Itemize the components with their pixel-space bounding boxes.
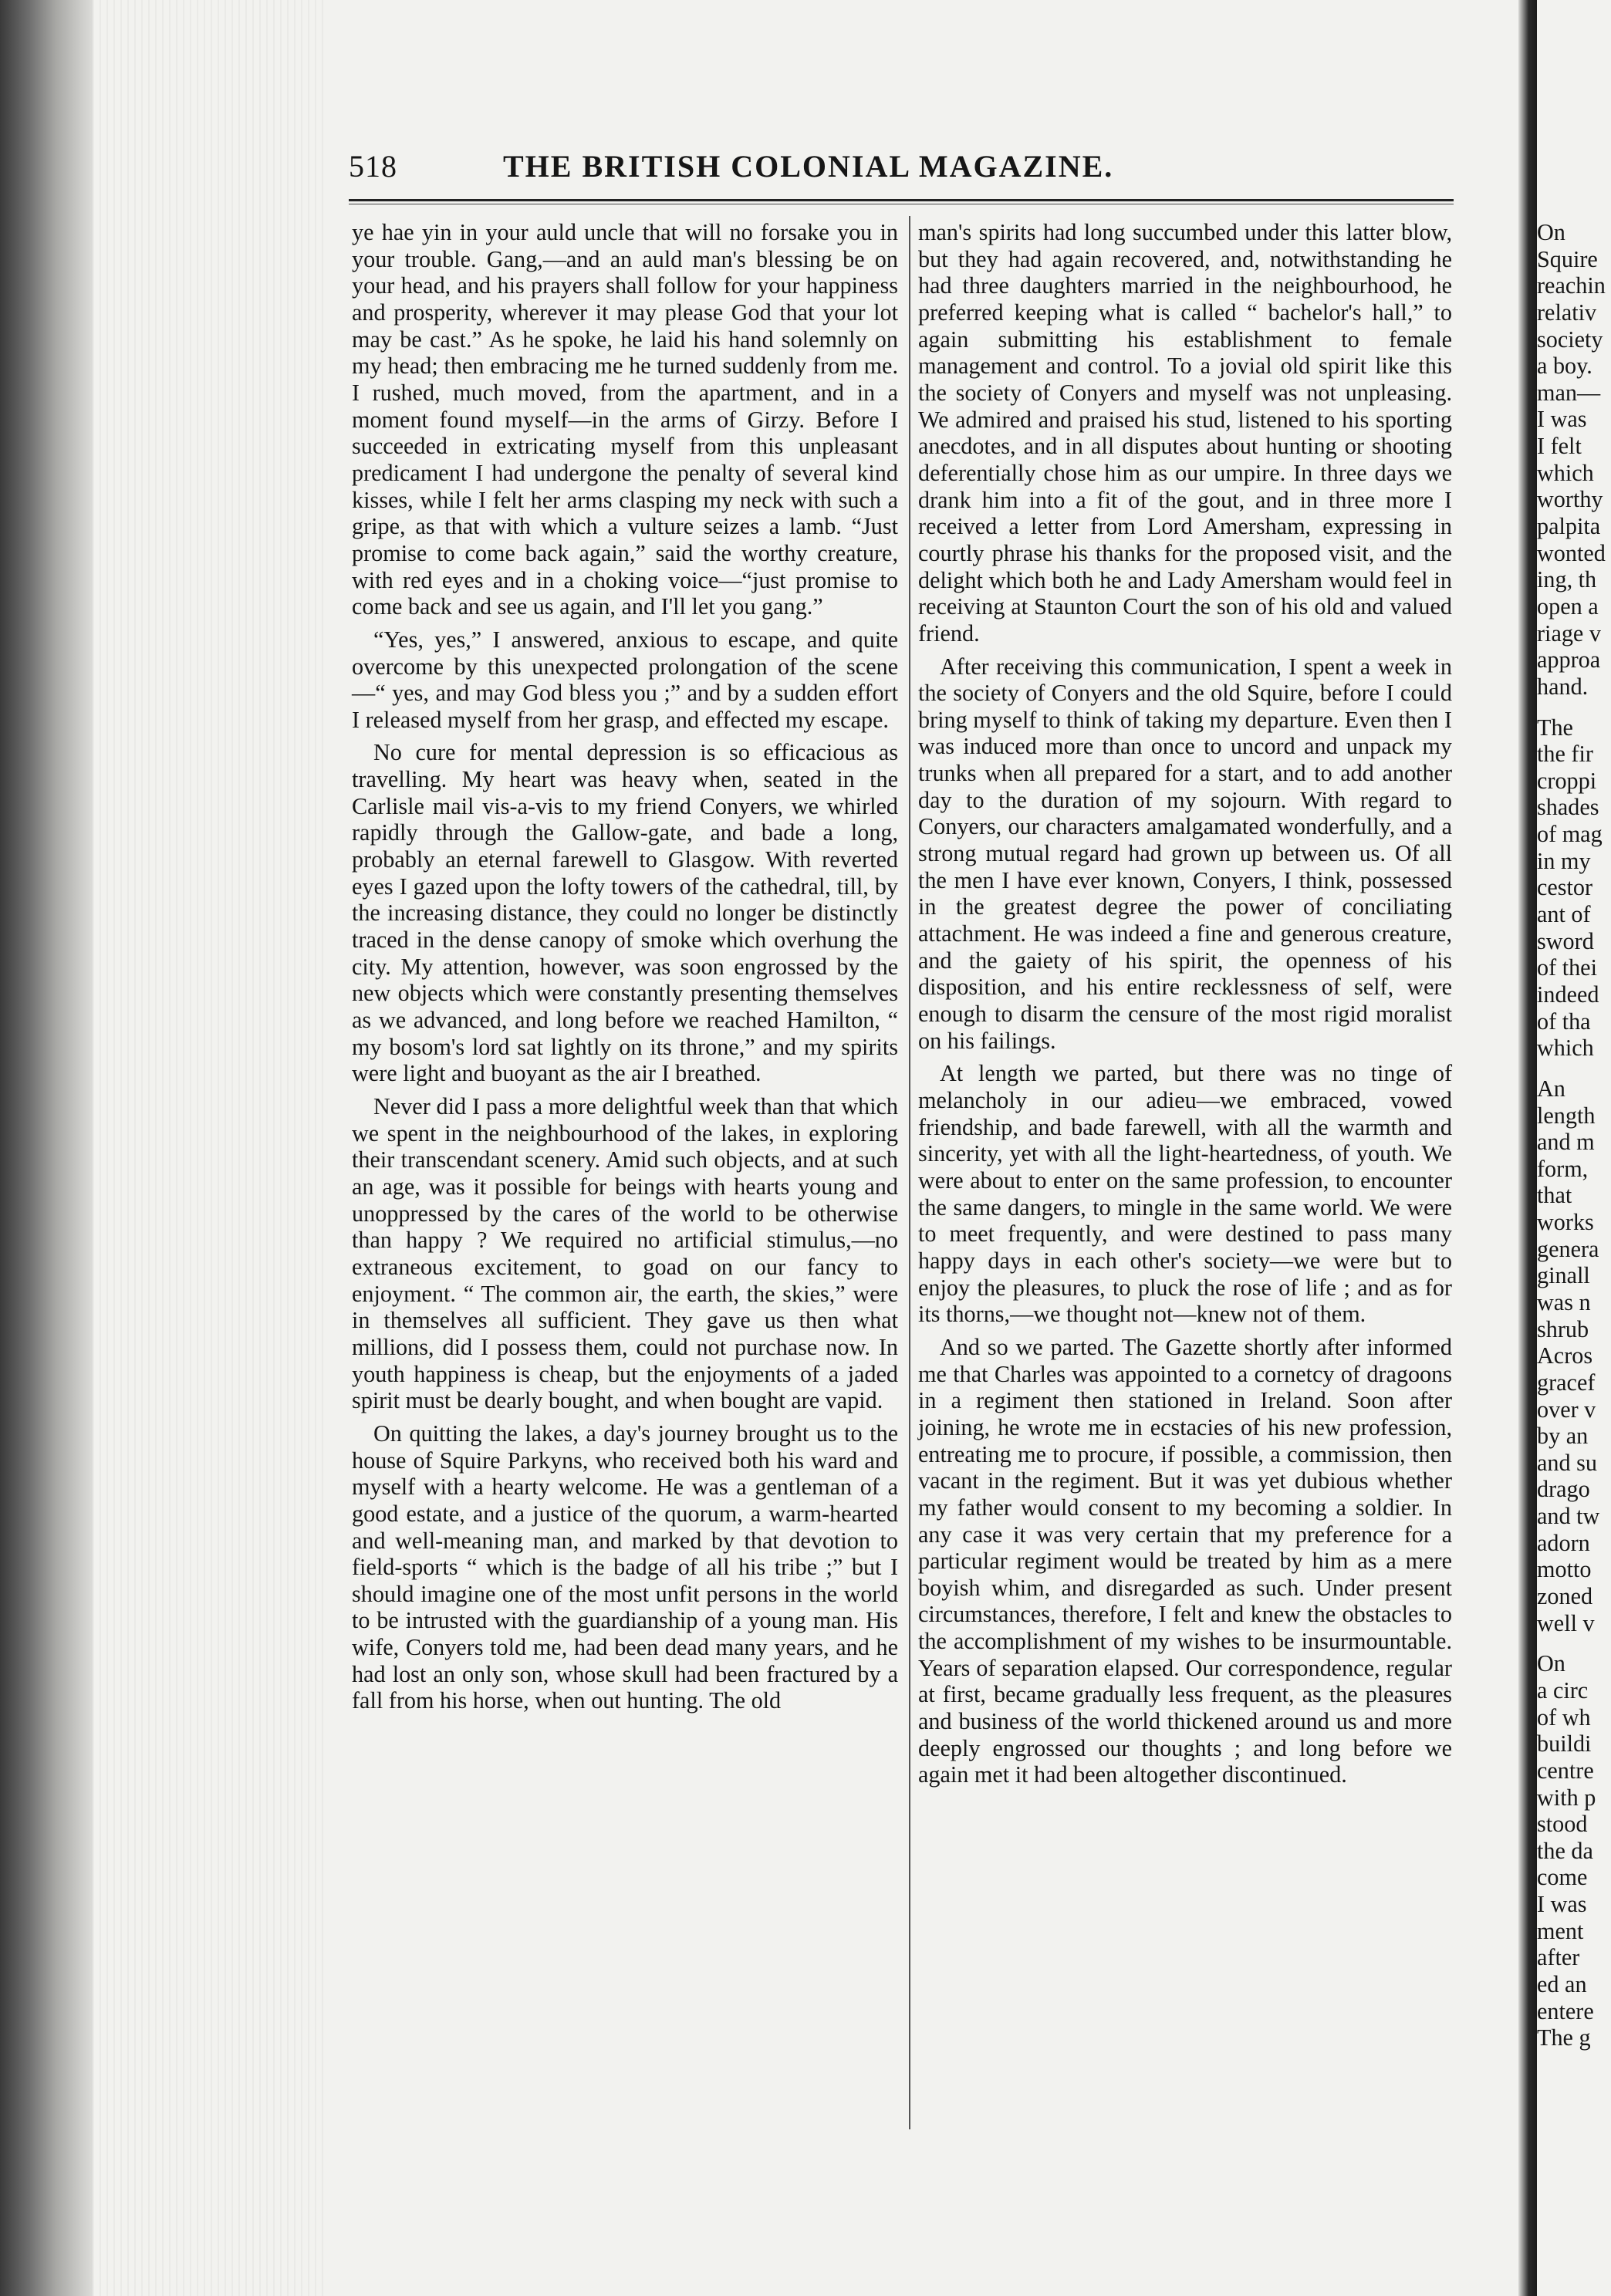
paragraph-gap [1537, 1636, 1611, 1650]
facing-page-line: ginall [1537, 1262, 1590, 1289]
facing-page-line: which [1537, 1035, 1594, 1062]
facing-page-line: open a [1537, 593, 1599, 620]
facing-page-line: palpita [1537, 513, 1601, 540]
left-column [352, 219, 898, 1720]
facing-page-line: and m [1537, 1129, 1595, 1156]
facing-page-line: come [1537, 1864, 1588, 1891]
facing-page-column [1537, 219, 1611, 2148]
facing-page-line: by an [1537, 1423, 1589, 1450]
facing-page-line: of tha [1537, 1008, 1591, 1035]
page-header [349, 148, 1452, 194]
facing-page-line: The [1537, 714, 1573, 741]
facing-page-line: ment [1537, 1917, 1584, 1944]
facing-page-line: ing, th [1537, 566, 1597, 593]
facing-page-line: man— [1537, 379, 1601, 406]
facing-page-line: The g [1537, 2024, 1591, 2051]
paragraph-gap [1537, 701, 1611, 714]
paragraph: After receiving this communication, I spent a week in the society of Conyers and the old Squire, before I could bring myself to think of taking my departure. Even then I was induced more than once to uncord and unpack my trunks when all prepared for a start, and to add another day to the duration of my sojourn. With regard to Conyers, our characters amalgamated wonderfully, and a strong mutual regard had grown up between us. Of all the men I have ever known, Conyers, I think, possessed in the greatest degree the power of conciliating attachment. He was indeed a fine and generous creature, and the gaiety of his spirit, the openness of his disposition, and his entire recklessness of self, were enough to disarm the censure of the most rigid moralist on his failings. [918, 653, 1452, 1054]
facing-page-line: sword [1537, 927, 1594, 954]
paragraph: Never did I pass a more delightful week than that which we spent in the neighbourhood of the lakes, in exploring their transcendant scenery. Amid such objects, and at such an age, was it possible for beings with hearts young and unoppressed by the cares of the world to be otherwise than happy ? We required no artificial stimulus,—no extraneous excitement, to goad on our fancy to enjoyment. “ The common air, the earth, the skies,” were in themselves all sufficient. They gave us then what millions, did I possess them, could not purchase now. In youth happiness is cheap, but the enjoyments of a jaded spirit must be dearly bought, and when bought are vapid. [352, 1093, 898, 1414]
paragraph-gap [1537, 1062, 1611, 1075]
facing-page-line: entere [1537, 1997, 1594, 2024]
facing-page-line: Acros [1537, 1342, 1593, 1369]
paragraph: And so we parted. The Gazette shortly after informed me that Charles was appointed to a cornetcy of dragoons in a regiment then stationed in Ireland. Soon after joining, he wrote me in ecstacies of his new profession, entreating me to procure, if possible, a commission, then vacant in the regiment. But it was yet dubious whether my father would consent to my becoming a soldier. In any case it was very certain that my preference for a particular regiment would be treated by him as a mere boyish whim, and disregarded as such. Under present circumstances, therefore, I felt and knew the obstacles to the accomplishment of my wishes to be insurmountable. Years of separation elapsed. Our correspondence, regular at first, became gradually less frequent, as the pleasures and business of the world thickened around us and more deeply engrossed our thoughts ; and long before we again met it had been altogether discontinued. [918, 1333, 1452, 1788]
column-divider [909, 216, 910, 2129]
facing-page-line: with p [1537, 1784, 1596, 1811]
facing-page-line: wonted [1537, 539, 1606, 566]
facing-page-line: a circ [1537, 1676, 1589, 1703]
facing-page-line: I was [1537, 406, 1587, 433]
facing-page-line: approa [1537, 647, 1601, 674]
facing-page-line: gracef [1537, 1369, 1596, 1396]
header-rule [349, 199, 1454, 204]
paragraph: man's spirits had long succumbed under this latter blow, but they had again recovered, and, notwithstanding he had three daughters married in the neighbourhood, he preferred keeping what is called “ bachelor's hall,” to again submitting his establishment to female management and control. To a jovial old spirit like this the society of Conyers and myself was not unpleasing. We admired and praised his stud, listened to his sporting anecdotes, and in all disputes about hunting or shooting deferentially chose him as our umpire. In three days we drank him into a fit of the gout, and in three more I received a letter from Lord Amersham, expressing in courtly phrase his thanks for the proposed visit, and the delight which both he and Lady Amersham would feel in receiving at Staunton Court the son of his old and valued friend. [918, 219, 1452, 647]
facing-page-line: over v [1537, 1396, 1596, 1423]
facing-page-line: and tw [1537, 1503, 1600, 1530]
book-binding-edge [0, 0, 93, 2296]
facing-page-line: hand. [1537, 673, 1589, 700]
facing-page-line: which [1537, 459, 1594, 486]
facing-page-line: of wh [1537, 1703, 1591, 1730]
facing-page-line: form, [1537, 1155, 1589, 1182]
facing-page-line: indeed [1537, 981, 1599, 1008]
facing-page-line: was n [1537, 1288, 1591, 1315]
book-gutter [1518, 0, 1537, 2296]
paragraph: ye hae yin in your auld uncle that will no forsake you in your trouble. Gang,—and an auld man's blessing be on your head, and his prayers shall follow for your happiness and prosperity, wherever it may please God that your lot may be cast.” As he spoke, he laid his hand solemnly on my head; then embracing me he turned suddenly from me. I rushed, much moved, from the apartment, and in a moment found myself—in the arms of Girzy. Before I succeeded in extricating myself from this unpleasant predicament I had undergone the penalty of several kind kisses, while I felt her arms clasping my neck with such a gripe, as that with which a vulture seizes a lamb. “Just promise to come back again,” said the worthy creature, with red eyes and in a choking voice—“just promise to come back and see us again, and I'll let you gang.” [352, 219, 898, 620]
facing-page-line: I felt [1537, 433, 1582, 460]
page-stack-edges [93, 0, 324, 2296]
facing-page-line: after [1537, 1944, 1580, 1971]
facing-page-line: centre [1537, 1757, 1594, 1784]
facing-page-line: buildi [1537, 1730, 1592, 1757]
facing-page-line: reachin [1537, 272, 1606, 299]
facing-page-line: riage v [1537, 620, 1601, 647]
facing-page-line: Squire [1537, 245, 1598, 272]
facing-page-line: well v [1537, 1609, 1595, 1636]
facing-page-line: a boy. [1537, 353, 1592, 380]
facing-page-line: stood [1537, 1811, 1588, 1838]
paragraph: No cure for mental depression is so efficacious as travelling. My heart was heavy when, seated in the Carlisle mail vis-a-vis to my friend Conyers, we whirled rapidly through the Gallow-gate, and bade a long, probably an eternal farewell to Glasgow. With reverted eyes I gazed upon the lofty towers of the cathedral, till, by the increasing distance, they could no longer be distinctly traced in the dense canopy of smoke which overhung the city. My attention, however, was soon engrossed by the new objects which were constantly presenting themselves as we advanced, and long before we reached Hamilton, “ my bosom's lord sat lightly on its throne,” and my spirits were light and buoyant as the air I breathed. [352, 739, 898, 1087]
middle-column [918, 219, 1452, 1795]
facing-page-line: society [1537, 326, 1603, 353]
facing-page-line: adorn [1537, 1529, 1590, 1556]
facing-page-line: the da [1537, 1837, 1593, 1864]
facing-page-line: I was [1537, 1891, 1587, 1918]
facing-page-line: shades [1537, 794, 1599, 821]
facing-page-line: motto [1537, 1556, 1592, 1583]
facing-page-line: relativ [1537, 299, 1597, 326]
page-number: 518 [349, 149, 397, 184]
facing-page-line: ant of [1537, 901, 1591, 928]
paragraph: “Yes, yes,” I answered, anxious to escape, and quite overcome by this unexpected prolongation of the scene—“ yes, and may God bless you ;” and by a sudden effort I released myself from her grasp, and effected my escape. [352, 626, 898, 733]
facing-page-line: On [1537, 219, 1565, 245]
paragraph: On quitting the lakes, a day's journey brought us to the house of Squire Parkyns, who received both his ward and myself with a hearty welcome. He was a gentleman of a good estate, and a justice of the quorum, a warm-hearted and well-meaning man, and marked by that devotion to field-sports “ which is the badge of all his tribe ;” but I should imagine one of the most unfit persons in the world to be intrusted with the guardianship of a young man. His wife, Conyers told me, had been dead many years, and he had lost an only son, whose skull had been fractured by a fall from his horse, when out hunting. The old [352, 1420, 898, 1714]
facing-page-line: croppi [1537, 767, 1597, 794]
facing-page-line: zoned [1537, 1583, 1593, 1610]
facing-page-line: the fir [1537, 741, 1593, 768]
facing-page-line: that [1537, 1182, 1572, 1209]
paragraph: At length we parted, but there was no tinge of melancholy in our adieu—we embraced, vowed friendship, and bade farewell, with all the warmth and sincerity, yet with all the light-heartedness, of youth. We were about to enter on the same profession, to encounter the same dangers, to mingle in the same world. We were to meet frequently, and were destined to pass many happy days in each other's society—we were but to enjoy the pleasures, to pluck the rose of life ; and as for its thorns,—we thought not—knew not of them. [918, 1060, 1452, 1328]
facing-page-line: drago [1537, 1476, 1590, 1503]
running-title: THE BRITISH COLONIAL MAGAZINE. [503, 149, 1114, 184]
facing-page-line: worthy [1537, 486, 1603, 513]
facing-page-line: length [1537, 1102, 1596, 1129]
facing-page-line: An [1537, 1075, 1565, 1102]
facing-page-line: and su [1537, 1449, 1597, 1476]
facing-page-line: works [1537, 1209, 1594, 1236]
facing-page-line: genera [1537, 1235, 1599, 1262]
facing-page-line: cestor [1537, 874, 1593, 901]
facing-page-line: ed an [1537, 1971, 1587, 1997]
facing-page-line: of mag [1537, 821, 1603, 848]
facing-page-line: in my [1537, 847, 1591, 874]
facing-page-line: of thei [1537, 954, 1597, 981]
facing-page-line: shrub [1537, 1315, 1589, 1342]
facing-page-line: On [1537, 1650, 1565, 1677]
